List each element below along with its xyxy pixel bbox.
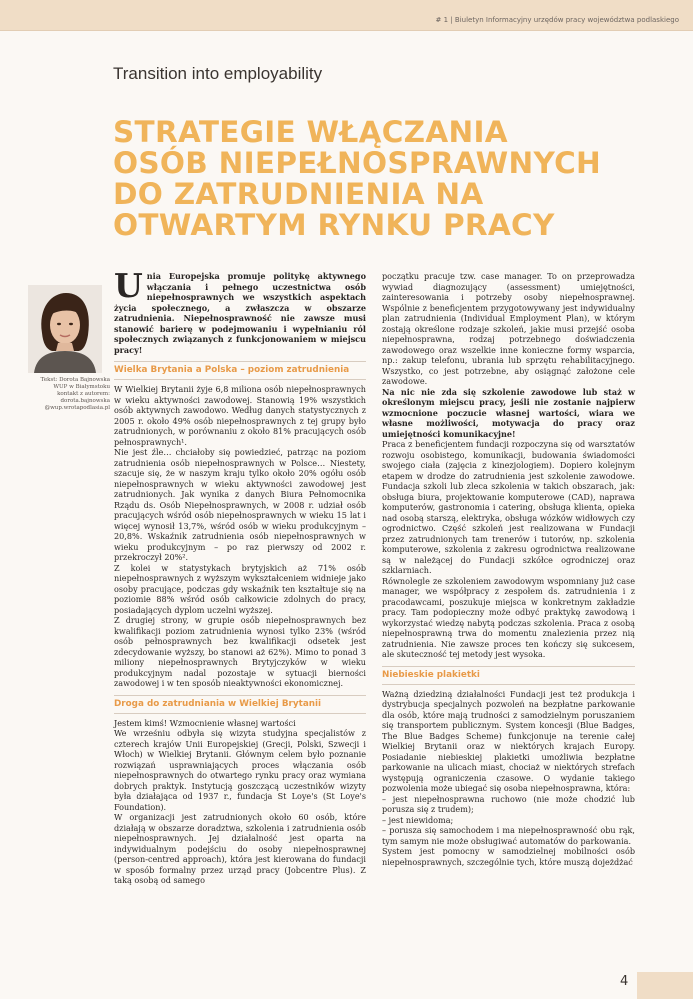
paragraph: Z kolei w statystykach brytyjskich aż 71% osób niepełnosprawnych z wyższym wykształceniem widnieje jako osoby pracujące, podczas gdy wskaźnik ten kształtuje się na poziomie 88% wśród osób całkowicie zdolnych do pracy, posiadających dyplom uczelni wyższej.	[114, 562, 366, 615]
column-right	[382, 271, 635, 867]
section-heading: Wielka Brytania a Polska – poziom zatrudnienia	[114, 361, 366, 380]
lead-text: nia Europejska promuje politykę aktywnego włączania i pełnego uczestnictwa osób niepełnosprawnych we wszystkich aspektach życia społecznego, a zwłaszcza w obszarze zatrudnienia. Niepełnosprawność nie zawsze musi stanowić barierę w podejmowaniu i wypełnianiu ról społecznych związanych z funkcjonowaniem w miejscu pracy!	[114, 271, 366, 355]
paragraph: Ważną dziedziną działalności Fundacji jest też produkcja i dystrybucja specjalnych pozwoleń na bezpłatne parkowanie dla osób, które mają trudności z samodzielnym poruszaniem się transportem publicznym. System koncesji (Blue Badges, The Blue Badges Scheme) funkcjonuje na terenie całej Wielkiej Brytanii oraz w niektórych krajach Europy. Posiadanie niebieskiej plakietki umożliwia bezpłatne parkowanie na ulicach miast, chociaż w niektórych strefach występują ograniczenia czasowe. O wydanie takiego pozwolenia może ubiegać się osoba niepełnosprawna, która:	[382, 688, 635, 793]
section-heading: Droga do zatrudniania w Wielkiej Brytanii	[114, 695, 366, 714]
bullet-item: – jest niewidoma;	[382, 814, 454, 825]
title-line: OSÓB NIEPEŁNOSPRAWNYCH	[113, 146, 602, 180]
title-line: STRATEGIE WŁĄCZANIA	[113, 115, 508, 149]
header-band	[0, 0, 693, 30]
footer-band	[637, 972, 693, 999]
running-header: # 1 | Biuletyn Informacyjny urzędów pracy województwa podlaskiego	[435, 16, 679, 24]
bullet-item: – porusza się samochodem i ma niepełnosprawność obu rąk, tym samym nie może obsługiwać automatów do parkowania.	[382, 825, 635, 846]
paragraph: początku pracuje tzw. case manager. To on przeprowadza wywiad diagnozujący (assessment) umiejętności, zainteresowania i potrzeby osoby niepełnosprawnej. Wspólnie z beneficjentem przygotowywany jest indywidualny plan zatrudnienia (Individual Employment Plan), w którym zostają określone rodzaje szkoleń, jakie musi przejść osoba niepełnosprawna, rodzaj potrzebnego doświadczenia zawodowego oraz wszelkie inne konieczne formy wsparcia, np.: zakup telefonu, ubrania lub sprzętu rehabilitacyjnego. Wszystko, co jest potrzebne, aby osiągnąć założone cele zawodowe.	[382, 271, 635, 386]
portrait-image	[28, 285, 102, 373]
title-line: DO ZATRUDNIENIA NA	[113, 177, 484, 211]
author-line: @wup.wrotapodlasia.pl	[44, 405, 110, 411]
paragraph: W organizacji jest zatrudnionych około 60 osób, które działają w obszarze doradztwa, szkolenia i zatrudnienia osób niepełnosprawnych. Jej działalność jest oparta na indywidualnym podejściu do osoby niepełnosprawnej (person-centred approach), która jest kierowana do fundacji w sposób formalny przez urząd pracy (Jobcentre Plus). Z taką osobą od samego	[114, 812, 366, 885]
header-rule	[0, 30, 693, 31]
paragraph: We wrześniu odbyła się wizyta studyjna specjalistów z czterech krajów Unii Europejskiej (Grecji, Polski, Szwecji i Włoch) w Wielkiej Brytanii. Głównym celem było poznanie rozwiązań usprawniających proces włączania osób niepełnosprawnych do otwartego rynku pracy oraz wymiana dobrych praktyk. Instytucją goszczącą uczestników wizyty była działająca od 1937 r., fundacja St Loye's (St Loye's Foundation).	[114, 728, 366, 812]
article-title	[113, 115, 602, 242]
drop-cap: U	[114, 266, 143, 305]
title-line: OTWARTYM RYNKU PRACY	[113, 208, 555, 242]
lead-paragraph	[114, 266, 366, 355]
paragraph: Z drugiej strony, w grupie osób niepełnosprawnych bez kwalifikacji poziom zatrudnienia wynosi tylko 23% (wśród osób pełnosprawnych bez kwalifikacji odsetek jest zdecydowanie wyższy, bo stanowi aż 62%). Mimo to ponad 3 miliony niepełnosprawnych Brytyjczyków w wieku produkcyjnym nadal pozostaje w sytuacji bierności zawodowej i w ten sposób nieaktywności ekonomicznej.	[114, 615, 366, 688]
author-photo	[28, 285, 102, 373]
subheading: Jestem kimś! Wzmocnienie własnej wartości	[114, 717, 296, 728]
author-line: WUP w Białymstoku	[53, 384, 110, 390]
page-number: 4	[620, 974, 629, 989]
author-line: dorota.bajnowska	[60, 398, 110, 404]
paragraph: Nie jest źle… chciałoby się powiedzieć, patrząc na poziom zatrudnienia osób niepełnosprawnych w Polsce… Niestety, szacuje się, że w naszym kraju tylko około 20% ogółu osób niepełnosprawnych w wieku aktywności zawodowej jest zatrudnionych. Jak wynika z danych Biura Pełnomocnika Rządu ds. Osób Niepełnosprawnych, w 2008 r. udział osób pracujących wśród osób niepełnosprawnych w wieku 15 lat i więcej wynosił 13,7%, wśród osób w wieku produkcyjnym – 20,8%. Wskaźnik zatrudnienia osób niepełnosprawnych w wieku produkcyjnym – po raz pierwszy od 2002 r. przekroczył 20%².	[114, 447, 366, 562]
paragraph: Praca z beneficjentem fundacji rozpoczyna się od warsztatów rozwoju osobistego, komunikacji, budowania świadomości swojego ciała (zajęcia z kinezjologiem). Dopiero kolejnym etapem w drodze do zatrudnienia jest szkolenie zawodowe. Fundacja szkoli lub zleca szkolenia w takich obszarach, jak: obsługa biura, projektowanie komputerowe (CAD), naprawa komputerów, gastronomia i catering, obsługa klienta, opieka nad osobą starszą, elektryka, obsługa wózków widłowych czy ogrodnictwo. Część szkoleń jest realizowana w Fundacji przez zatrudnionych tam trenerów i tutorów, np. szkolenia komputerowe, szkolenia z zakresu ogrodnictwa realizowane są w należącej do Fundacji szkółce ogrodniczej oraz szklarniach.	[382, 439, 635, 575]
paragraph: W Wielkiej Brytanii żyje 6,8 miliona osób niepełnosprawnych w wieku aktywności zawodowej. Stanowią 19% wszystkich osób aktywnych zawodowo. Według danych statystycznych z 2005 r. około 49% osób niepełnosprawnych z tej grupy było zatrudnionych, w porównaniu z około 81% pracujących osób pełnosprawnych¹.	[114, 384, 366, 447]
paragraph: System jest pomocny w samodzielnej mobilności osób niepełnosprawnych, szczególnie tych, które muszą dojeżdżać	[382, 846, 635, 867]
column-left	[114, 266, 366, 886]
paragraph: Równolegle ze szkoleniem zawodowym wspomniany już case manager, we współpracy z zespołem ds. zatrudnienia i z pracodawcami, poszukuje miejsca w konkretnym zakładzie pracy. Tam podopieczny może odbyć praktykę zawodową i wykorzystać wiedzę nabytą podczas szkolenia. Praca z osobą niepełnosprawną trwa do momentu znalezienia przez nią zatrudnienia. Nie zawsze proces ten kończy się sukcesem, ale skuteczność tej metody jest wysoka.	[382, 575, 635, 659]
author-credit	[22, 377, 110, 412]
series-label: Transition into employability	[113, 64, 323, 83]
highlight-paragraph: Na nic nie zda się szkolenie zawodowe lub staż w określonym miejscu pracy, jeśli nie zostanie najpierw wzmocnione poczucie własnej wartości, wiara we własne możliwości, motywacja do pracy oraz umiejętności komunikacyjne!	[382, 386, 635, 439]
author-line: kontakt z autorem:	[57, 391, 110, 397]
section-heading: Niebieskie plakietki	[382, 666, 635, 685]
author-line: Tekst: Dorota Bajnowska	[40, 377, 110, 383]
bullet-item: – jest niepełnosprawna ruchowo (nie może chodzić lub porusza się z trudem);	[382, 793, 635, 814]
